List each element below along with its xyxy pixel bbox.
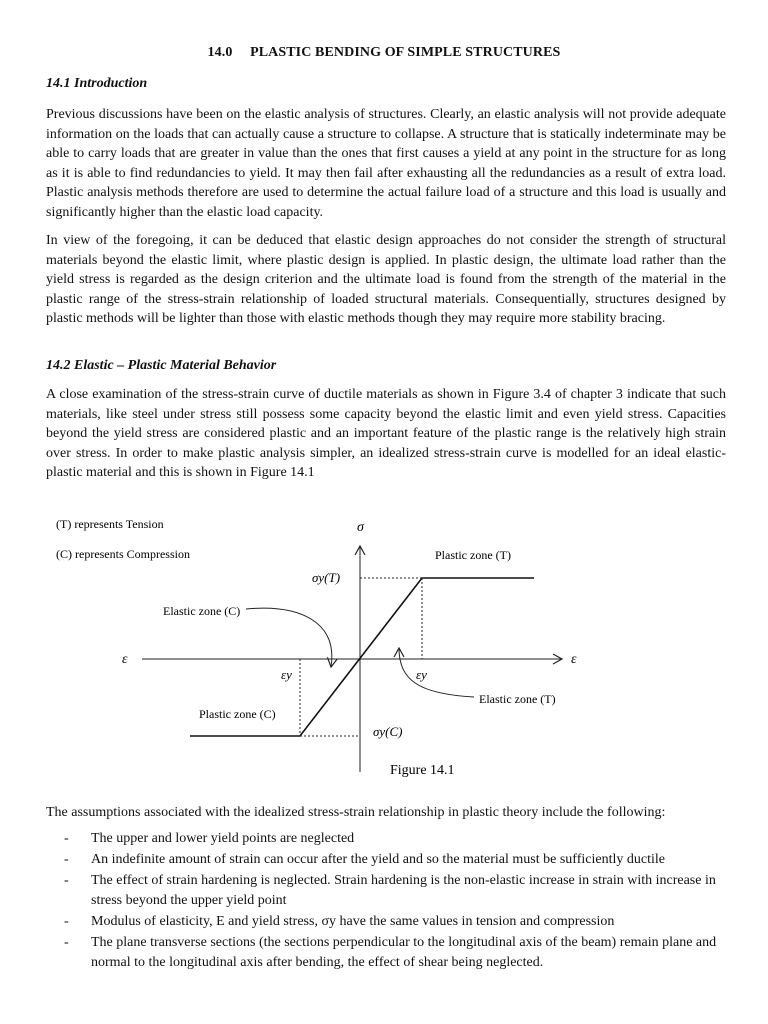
elastic-zone-compression-arrow — [246, 608, 332, 667]
list-item-text: The effect of strain hardening is neglected. Strain hardening is the non-elastic increase in strain with increase in stress beyond the upper yield point — [91, 873, 716, 908]
section-heading-elastic-plastic: 14.2 Elastic – Plastic Material Behavior — [46, 358, 277, 373]
list-item — [46, 871, 726, 911]
list-item-text: Modulus of elasticity, E and yield stress, σy have the same values in tension and compression — [91, 914, 615, 929]
bullet-dash: - — [64, 914, 69, 929]
legend-compression: (C) represents Compression — [56, 547, 190, 561]
chapter-title-text: PLASTIC BENDING OF SIMPLE STRUCTURES — [250, 45, 561, 60]
elastic-zone-compression-label: Elastic zone (C) — [163, 604, 241, 618]
yield-stress-tension-label: σy(T) — [312, 570, 341, 585]
intro-paragraph-2: In view of the foregoing, it can be deduced that elastic design approaches do not consider the strength of structural materials beyond the elastic limit, where plastic design is applied. In plastic design, the ultimate load rather than the yield stress is regarded as the design criterion and the ultimate load is found from the strength of the material in the plastic range of the stress-strain relationship of loaded structural materials. Consequentially, structures designed by plastic methods will be lighter than those with elastic methods though they may require more stability bracing. — [46, 233, 726, 326]
list-item — [46, 933, 726, 973]
list-item — [46, 850, 726, 870]
list-item — [46, 829, 726, 849]
chapter-number: 14.0 — [207, 45, 233, 60]
elastic-zone-tension-label: Elastic zone (T) — [479, 692, 556, 706]
stress-axis-label: σ — [357, 520, 364, 535]
elastic-zone-tension-arrow — [399, 648, 474, 697]
list-item-text: The plane transverse sections (the sections perpendicular to the longitudinal axis of the beam) remain plane and normal to the longitudinal axis after bending, the effect of shear being neglected. — [91, 935, 717, 970]
bullet-dash: - — [64, 831, 69, 846]
stress-strain-figure — [0, 505, 768, 795]
strain-axis-label-left: ε — [122, 652, 128, 667]
section-heading-introduction: 14.1 Introduction — [46, 76, 148, 91]
legend-tension: (T) represents Tension — [56, 517, 164, 531]
yield-stress-compression-label: σy(C) — [373, 724, 403, 739]
bullet-dash: - — [64, 852, 69, 867]
plastic-zone-tension-label: Plastic zone (T) — [435, 548, 511, 562]
assumptions-intro: The assumptions associated with the idealized stress-strain relationship in plastic theory include the following: — [46, 805, 666, 820]
bullet-dash: - — [64, 935, 69, 950]
yield-strain-right-label: εy — [416, 667, 427, 682]
strain-axis-label-right: ε — [571, 652, 577, 667]
list-item — [46, 912, 726, 932]
plastic-zone-compression-label: Plastic zone (C) — [199, 707, 276, 721]
bullet-dash: - — [64, 873, 69, 888]
chapter-title — [0, 45, 768, 61]
elastic-plastic-paragraph: A close examination of the stress-strain curve of ductile materials as shown in Figure 3.4 of chapter 3 indicate that such materials, like steel under stress still possess some capacity beyond the elastic limit and even yield stress. Capacities beyond the yield stress are considered plastic and an important feature of the plastic range is the relatively high strain over stress. In order to make plastic analysis simpler, an idealized stress-strain curve is modelled for an ideal elastic-plastic material and this is shown in Figure 14.1 — [46, 387, 726, 480]
figure-caption: Figure 14.1 — [390, 763, 455, 778]
yield-strain-left-label: εy — [281, 667, 292, 682]
intro-paragraph-1: Previous discussions have been on the elastic analysis of structures. Clearly, an elastic analysis will not provide adequate information on the loads that can actually cause a structure to collapse. A structure that is statically indeterminate may be able to carry loads that are greater in value than the ones that first causes a yield at any point in the structure for as long as it is able to find redundancies to yield. It may then fail after exhausting all the redundancies as a result of extra load. Plastic analysis methods therefore are used to determine the actual failure load of a structure and this load is usually and significantly higher than the elastic load capacity. — [46, 107, 726, 220]
list-item-text: The upper and lower yield points are neglected — [91, 831, 355, 846]
list-item-text: An indefinite amount of strain can occur after the yield and so the material must be sufficiently ductile — [91, 852, 665, 867]
assumptions-list — [46, 829, 726, 974]
